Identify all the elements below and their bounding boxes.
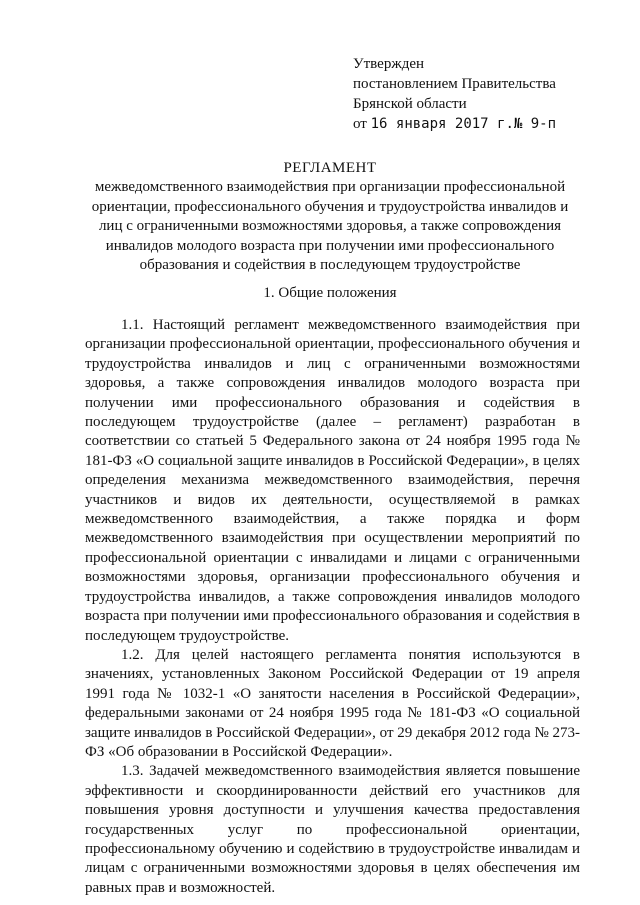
- document-title: РЕГЛАМЕНТ: [283, 160, 377, 176]
- approval-stamp-block: [353, 54, 556, 134]
- paragraph-1-3: 1.3. Задачей межведомственного взаимодействия является повышение эффективности и скоординированности действий его участников для повышения уровня доступности и улучшения качества предоставления государственных услуг по профессиональной ориентации, профессиональному обучению и содействию в трудоустройстве инвалидам и лицам с ограниченными возможностями здоровья в целях обеспечения им равных прав и возможностей.: [85, 763, 580, 896]
- approval-line-approved: Утвержден: [353, 56, 425, 72]
- approval-line-resolution: постановлением Правительства: [353, 76, 556, 92]
- section-heading: 1. Общие положения: [263, 285, 397, 301]
- document-subtitle: межведомственного взаимодействия при организации профессиональной ориентации, профессионального обучения и трудоустройства инвалидов и лиц с ограниченными возможностями здоровья, а также сопровождения инвалидов молодого возраста при получении ими профессионального образования и содействия в последующем трудоустройстве: [91, 179, 569, 273]
- document-body: [85, 316, 580, 898]
- document-title-block: [80, 158, 580, 276]
- approval-line-date: [353, 114, 556, 134]
- paragraph-1-2: 1.2. Для целей настоящего регламента понятия используются в значениях, установленных Законом Российской Федерации от 19 апреля 1991 года № 1032-1 «О занятости населения в Российской Федерации», федеральными законами от 24 ноября 1995 года № 181-ФЗ «О социальной защите инвалидов в Российской Федерации», от 29 декабря 2012 года № 273-ФЗ «Об образовании в Российской Федерации».: [85, 646, 581, 760]
- paragraph-1-1: 1.1. Настоящий регламент межведомственного взаимодействия при организации профессиональной ориентации, профессионального обучения и трудоустройства инвалидов и лиц с ограниченными возможностями здоровья, а также сопровождения инвалидов молодого возраста при получении ими профессионального образования и содействия в последующем трудоустройстве (далее – регламент) разработан в соответствии со статьей 5 Федерального закона от 24 ноября 1995 года № 181-ФЗ «О социальной защите инвалидов в Российской Федерации», в целях определения механизма межведомственного взаимодействия, перечня участников и видов их деятельности, осуществляемой в рамках межведомственного взаимодействия, а также порядка и форм межведомственного взаимодействия при осуществлении мероприятий по профессиональной ориентации с инвалидами и лицами с ограниченными возможностями здоровья, организации профессионального обучения и трудоустройства инвалидов, а также сопровождения инвалидов молодого возраста при получении ими профессионального образования и содействия в последующем трудоустройстве.: [85, 317, 580, 644]
- approval-line-region: Брянской области: [353, 96, 467, 112]
- approval-date-value: 16 января 2017 г.№ 9-п: [370, 116, 557, 132]
- approval-date-prefix: от: [353, 116, 367, 132]
